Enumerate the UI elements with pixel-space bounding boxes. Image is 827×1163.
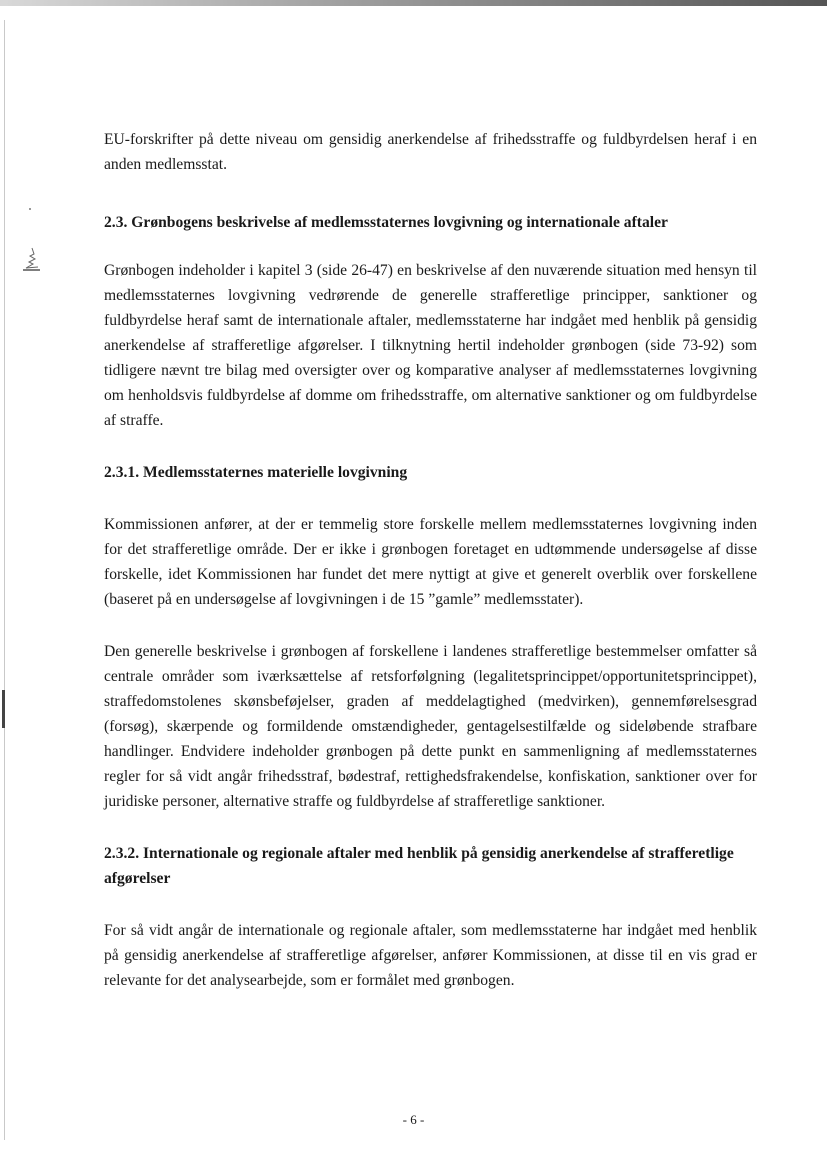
section-heading-2-3-1: 2.3.1. Medlemsstaternes materielle lovgivning xyxy=(104,464,408,481)
scan-speck xyxy=(29,208,31,210)
scan-edge-top xyxy=(0,0,827,6)
paragraph-2-3-1-b: Den generelle beskrivelse i grønbogen af forskellene i landenes strafferetlige bestemmelser omfatter så centrale områder som iværksættelse af retsforfølgning (legalitetsprincippet/opportunitetsprincippet), straffedomstolenes skønsbeføjelser, graden af meddelagtighed (medvirken), gennemførelsesgrad (forsøg), skærpende og formildende omstændigheder, gentagelsestilfælde og sideløbende strafbare handlinger. Endvidere indeholder grønbogen på dette punkt en sammenligning af medlemsstaternes regler for så vidt angår frihedsstraf, bødestraf, rettighedsfrakendelse, konfiskation, sanktioner over for juridiske personer, alternative straffe og fuldbyrdelse af strafferetlige sanktioner. xyxy=(104,643,757,810)
paragraph-2-3-1-a: Kommissionen anfører, at der er temmelig store forskelle mellem medlemsstaternes lovgivning inden for det strafferetlige område. Der er ikke i grønbogen foretaget en udtømmende undersøgelse af disse forskelle, idet Kommissionen har fundet det mere nyttigt at give et generelt overblik over forskellene (baseret på en undersøgelse af lovgivningen i de 15 ”gamle” medlemsstater). xyxy=(104,516,757,608)
scan-smudge-mark xyxy=(20,246,42,272)
section-heading-2-3: 2.3. Grønbogens beskrivelse af medlemsstaternes lovgivning og internationale aftaler xyxy=(104,214,668,231)
section-heading-2-3-2: 2.3.2. Internationale og regionale aftaler med henblik på gensidig anerkendelse af strafferetlige afgørelser xyxy=(104,845,734,887)
paragraph-2-3: Grønbogen indeholder i kapitel 3 (side 26-47) en beskrivelse af den nuværende situation med hensyn til medlemsstaternes lovgivning vedrørende de generelle strafferetlige principper, sanktioner og fuldbyrdelse heraf samt de internationale aftaler, medlemsstaterne har indgået med henblik på gensidig anerkendelse af strafferetlige afgørelser. I tilknytning hertil indeholder grønbogen (side 73-92) som tidligere nævnt tre bilag med oversigter over og komparative analyser af medlemsstaternes lovgivning om henholdsvis fuldbyrdelse af domme om frihedsstraffe, om alternative sanktioner og om fuldbyrdelse af straffe. xyxy=(104,262,757,429)
page-content xyxy=(104,127,757,993)
paragraph-intro-continuation: EU-forskrifter på dette niveau om gensidig anerkendelse af frihedsstraffe og fuldbyrdelsen heraf i en anden medlemsstat. xyxy=(104,131,757,173)
scan-edge-mark xyxy=(2,690,5,728)
page-number: - 6 - xyxy=(402,1112,425,1127)
paragraph-2-3-2: For så vidt angår de internationale og regionale aftaler, som medlemsstaterne har indgået med henblik på gensidig anerkendelse af strafferetlige afgørelser, anfører Kommissionen, at disse til en vis grad er relevante for det analysearbejde, som er formålet med grønbogen. xyxy=(104,922,757,989)
scan-edge-left xyxy=(4,20,5,1140)
